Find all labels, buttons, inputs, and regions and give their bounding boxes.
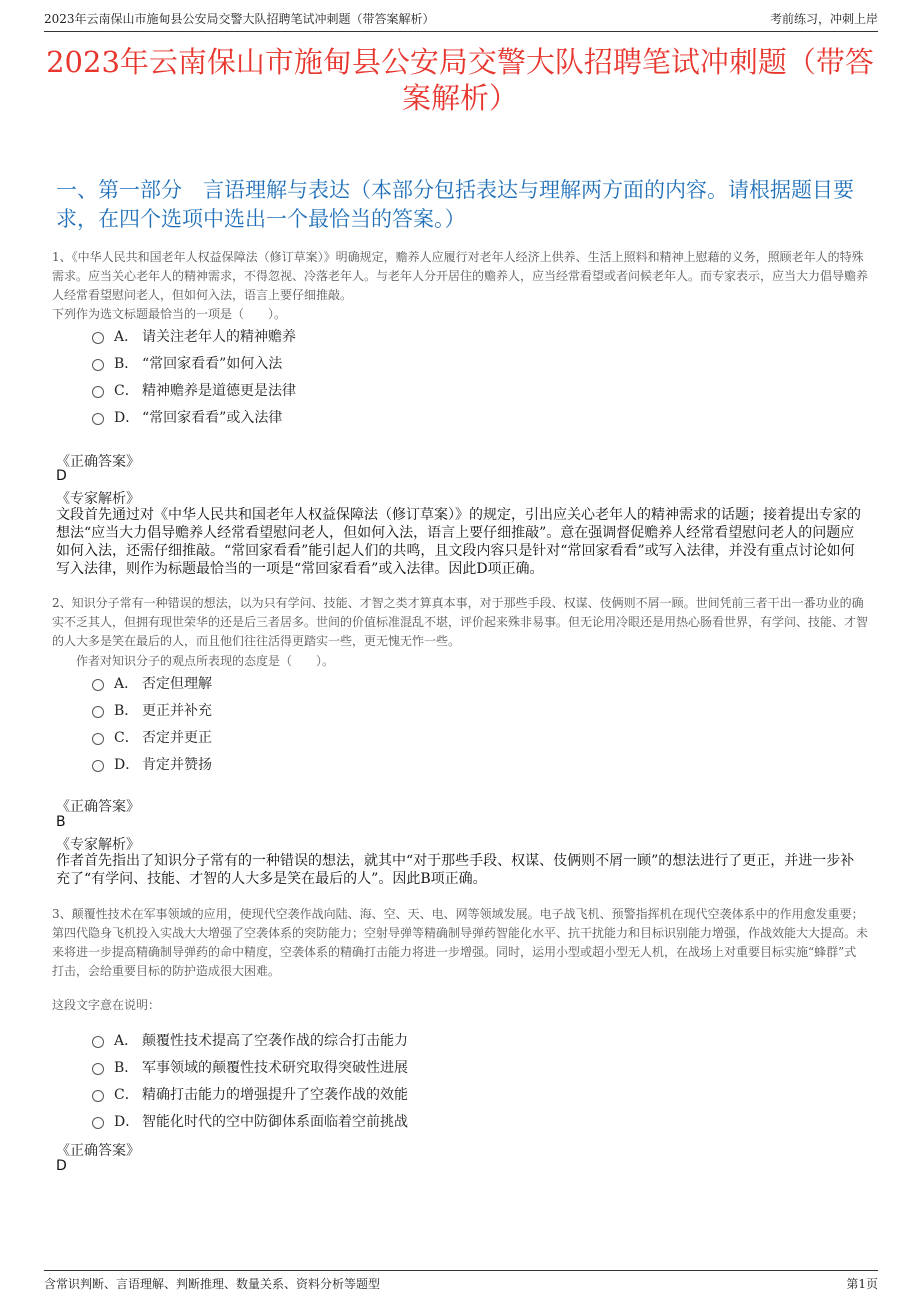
question-2-option-b[interactable]: B． 更正并补充 xyxy=(92,696,212,723)
question-1-option-a[interactable]: A． 请关注老年人的精神赡养 xyxy=(92,322,296,349)
question-1-option-b[interactable]: B． “常回家看看”如何入法 xyxy=(92,349,296,376)
document-title: 2023年云南保山市施甸县公安局交警大队招聘笔试冲刺题（带答案解析） xyxy=(46,45,874,115)
question-2-answer-label: 《正确答案》 xyxy=(56,799,140,815)
question-3-option-d[interactable]: D． 智能化时代的空中防御体系面临着空前挑战 xyxy=(92,1107,408,1134)
question-1-options xyxy=(92,322,296,430)
radio-icon[interactable] xyxy=(92,706,104,718)
question-2-option-a[interactable]: A． 否定但理解 xyxy=(92,669,212,696)
question-2-prompt: 作者对知识分子的观点所表现的态度是（ ）。 xyxy=(76,654,335,668)
question-3-option-c[interactable]: C． 精确打击能力的增强提升了空袭作战的效能 xyxy=(92,1080,408,1107)
question-2-analysis-label: 《专家解析》 xyxy=(56,837,140,853)
question-3-options xyxy=(92,1026,408,1134)
question-3-option-a[interactable]: A． 颠覆性技术提高了空袭作战的综合打击能力 xyxy=(92,1026,408,1053)
question-3-option-b[interactable]: B． 军事领域的颠覆性技术研究取得突破性进展 xyxy=(92,1053,408,1080)
question-1-answer: D xyxy=(56,468,67,484)
page-header xyxy=(44,10,878,32)
question-2-answer: B xyxy=(56,814,66,830)
footer-left: 含常识判断、言语理解、判断推理、数量关系、资料分析等题型 xyxy=(44,1277,381,1291)
question-1-option-c[interactable]: C． 精神赡养是道德更是法律 xyxy=(92,376,296,403)
question-1-analysis: 文段首先通过对《中华人民共和国老年人权益保障法（修订草案）》的规定，引出应关心老年人的精神需求的话题；接着提出专家的想法“应当大力倡导赡养人经常看望慰问老人，但如何入法，语言上要仔细推敲”。意在强调督促赡养人经常看望慰问老人的问题应如何入法，还需仔细推敲。“常回家看看”能引起人们的共鸣，且文段内容只是针对“常回家看看”或写入法律，并没有重点讨论如何写入法律，则作为标题最恰当的一项是“常回家看看”或入法律。因此D项正确。 xyxy=(56,507,861,577)
radio-icon[interactable] xyxy=(92,1117,104,1129)
section-heading: 一、第一部分 言语理解与表达（本部分包括表达与理解两方面的内容。请根据题目要求，在四个选项中选出一个最恰当的答案。） xyxy=(56,178,854,231)
question-2-option-c[interactable]: C． 否定并更正 xyxy=(92,723,212,750)
question-1-text: 1、《中华人民共和国老年人权益保障法（修订草案）》明确规定，赡养人应履行对老年人经济上供养、生活上照料和精神上慰藉的义务，照顾老年人的特殊需求。应当关心老年人的精神需求，不得忽视、冷落老年人。与老年人分开居住的赡养人，应当经常看望或者问候老年人。而专家表示，应当大力倡导赡养人经常看望慰问老人，但如何入法，语言上要仔细推敲。 xyxy=(52,250,869,302)
radio-icon[interactable] xyxy=(92,1063,104,1075)
page-number: 第1页 xyxy=(846,1277,878,1291)
question-1-answer-label: 《正确答案》 xyxy=(56,454,140,470)
page-footer xyxy=(44,1270,878,1292)
question-2-options xyxy=(92,669,212,777)
header-left: 2023年云南保山市施甸县公安局交警大队招聘笔试冲刺题（带答案解析） xyxy=(44,12,435,26)
question-2-option-d[interactable]: D． 肯定并赞扬 xyxy=(92,750,212,777)
question-3-prompt: 这段文字意在说明： xyxy=(52,998,161,1012)
question-3-answer: D xyxy=(56,1158,67,1174)
radio-icon[interactable] xyxy=(92,413,104,425)
radio-icon[interactable] xyxy=(92,359,104,371)
question-2-text: 2、知识分子常有一种错误的想法，以为只有学问、技能、才智之类才算真本事，对于那些手段、权谋、伎俩则不屑一顾。世间凭前三者干出一番功业的确实不乏其人，但拥有现世荣华的还是后三者居多。世间的价值标准混乱不堪，评价起来殊非易事。但无论用冷眼还是用热心肠看世界，有学问、技能、才智的人大多是笑在最后的人，而且他们往往活得更踏实一些，更无愧无怍一些。 xyxy=(52,596,869,648)
radio-icon[interactable] xyxy=(92,760,104,772)
radio-icon[interactable] xyxy=(92,1090,104,1102)
header-right: 考前练习，冲刺上岸 xyxy=(769,12,878,26)
radio-icon[interactable] xyxy=(92,679,104,691)
radio-icon[interactable] xyxy=(92,332,104,344)
question-1-analysis-label: 《专家解析》 xyxy=(56,491,140,507)
question-2-analysis: 作者首先指出了知识分子常有的一种错误的想法，就其中“对于那些手段、权谋、伎俩则不屑一顾”的想法进行了更正，并进一步补充了“有学问、技能、才智的人大多是笑在最后的人”。因此B项正确。 xyxy=(56,853,855,887)
question-1-option-d[interactable]: D． “常回家看看”或入法律 xyxy=(92,403,296,430)
radio-icon[interactable] xyxy=(92,1036,104,1048)
radio-icon[interactable] xyxy=(92,733,104,745)
question-3-text: 3、颠覆性技术在军事领域的应用，使现代空袭作战向陆、海、空、天、电、网等领域发展。电子战飞机、预警指挥机在现代空袭体系中的作用愈发重要；第四代隐身飞机投入实战大大增强了空袭体系的突防能力；空射导弹等精确制导弹药智能化水平、抗干扰能力和目标识别能力增强，作战效能大大提高。未来将进一步提高精确制导弹药的命中精度，空袭体系的精确打击能力将进一步增强。同时，运用小型或超小型无人机，在战场上对重要目标实施“蜂群”式打击，会给重要目标的防护造成很大困难。 xyxy=(52,907,869,978)
radio-icon[interactable] xyxy=(92,386,104,398)
question-3-answer-label: 《正确答案》 xyxy=(56,1143,140,1159)
question-1-prompt: 下列作为选文标题最恰当的一项是（ ）。 xyxy=(52,307,287,321)
